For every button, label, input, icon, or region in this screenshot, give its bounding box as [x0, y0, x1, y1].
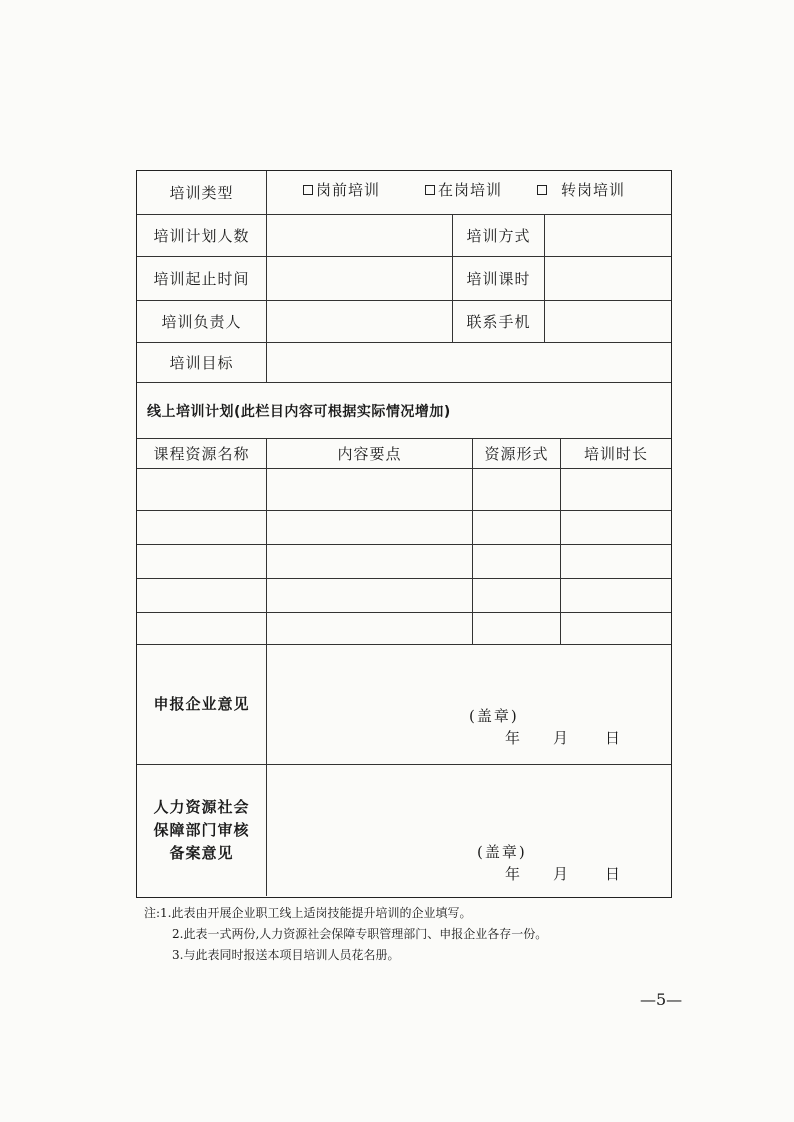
- enterprise-month: 月: [553, 729, 570, 747]
- table-cell[interactable]: [137, 469, 267, 511]
- hr-opinion-label: [137, 765, 267, 896]
- option-pre-job-label: 岗前培训: [316, 181, 381, 199]
- content-points-header: 内容要点: [267, 439, 473, 469]
- table-cell[interactable]: [473, 579, 561, 613]
- online-plan-title: 线上培训计划(此栏目内容可根据实际情况增加): [137, 383, 671, 439]
- training-method-field[interactable]: [545, 215, 671, 257]
- period-label: 培训起止时间: [137, 257, 267, 301]
- training-method-label: 培训方式: [453, 215, 545, 257]
- planned-count-label: 培训计划人数: [137, 215, 267, 257]
- hr-day: 日: [605, 865, 622, 883]
- table-cell[interactable]: [561, 469, 671, 511]
- class-hours-field[interactable]: [545, 257, 671, 301]
- class-hours-label: 培训课时: [453, 257, 545, 301]
- enterprise-day: 日: [605, 729, 622, 747]
- table-cell[interactable]: [137, 511, 267, 545]
- note-1: 注:1.此表由开展企业职工线上适岗技能提升培训的企业填写。: [144, 906, 472, 920]
- table-cell[interactable]: [267, 469, 473, 511]
- table-cell[interactable]: [267, 579, 473, 613]
- hr-seal-text: (盖章): [477, 843, 527, 861]
- training-type-options: [267, 171, 671, 215]
- training-goal-field[interactable]: [267, 343, 671, 383]
- enterprise-opinion-label: 申报企业意见: [137, 645, 267, 765]
- enterprise-seal-text: (盖章): [469, 707, 519, 725]
- table-cell[interactable]: [267, 613, 473, 645]
- course-name-header: 课程资源名称: [137, 439, 267, 469]
- hr-opinion-label-line2: 保障部门审核: [153, 821, 250, 839]
- mobile-field[interactable]: [545, 301, 671, 343]
- table-cell[interactable]: [561, 545, 671, 579]
- table-cell[interactable]: [267, 511, 473, 545]
- page-number: —5—: [640, 990, 683, 1009]
- person-in-charge-field[interactable]: [267, 301, 453, 343]
- table-cell[interactable]: [267, 545, 473, 579]
- table-cell[interactable]: [473, 545, 561, 579]
- table-cell[interactable]: [137, 579, 267, 613]
- planned-count-field[interactable]: [267, 215, 453, 257]
- hr-opinion-label-line3: 备案意见: [169, 844, 234, 862]
- option-transfer[interactable]: [537, 179, 625, 200]
- option-on-job-label: 在岗培训: [438, 181, 503, 199]
- note-3: 3.与此表同时报送本项目培训人员花名册。: [172, 948, 400, 962]
- training-goal-label: 培训目标: [137, 343, 267, 383]
- table-cell[interactable]: [561, 511, 671, 545]
- period-field[interactable]: [267, 257, 453, 301]
- checkbox-icon[interactable]: [303, 185, 313, 195]
- enterprise-opinion-field[interactable]: [267, 645, 671, 765]
- option-on-job[interactable]: [425, 179, 502, 200]
- checkbox-icon[interactable]: [425, 185, 435, 195]
- training-duration-header: 培训时长: [561, 439, 671, 469]
- table-cell[interactable]: [561, 613, 671, 645]
- checkbox-icon[interactable]: [537, 185, 547, 195]
- option-pre-job[interactable]: [303, 179, 380, 200]
- training-application-form: [136, 170, 672, 898]
- note-2: 2.此表一式两份,人力资源社会保障专职管理部门、申报企业各存一份。: [172, 927, 548, 941]
- form-notes: [144, 903, 547, 966]
- enterprise-year: 年: [505, 729, 522, 747]
- table-cell[interactable]: [137, 545, 267, 579]
- option-transfer-label: 转岗培训: [561, 181, 626, 199]
- training-type-label: 培训类型: [137, 171, 267, 215]
- table-cell[interactable]: [137, 613, 267, 645]
- hr-opinion-label-line1: 人力资源社会: [153, 798, 250, 816]
- person-in-charge-label: 培训负责人: [137, 301, 267, 343]
- table-cell[interactable]: [473, 613, 561, 645]
- hr-year: 年: [505, 865, 522, 883]
- hr-opinion-field[interactable]: [267, 765, 671, 896]
- table-cell[interactable]: [473, 511, 561, 545]
- table-cell[interactable]: [561, 579, 671, 613]
- mobile-label: 联系手机: [453, 301, 545, 343]
- resource-form-header: 资源形式: [473, 439, 561, 469]
- hr-month: 月: [553, 865, 570, 883]
- table-cell[interactable]: [473, 469, 561, 511]
